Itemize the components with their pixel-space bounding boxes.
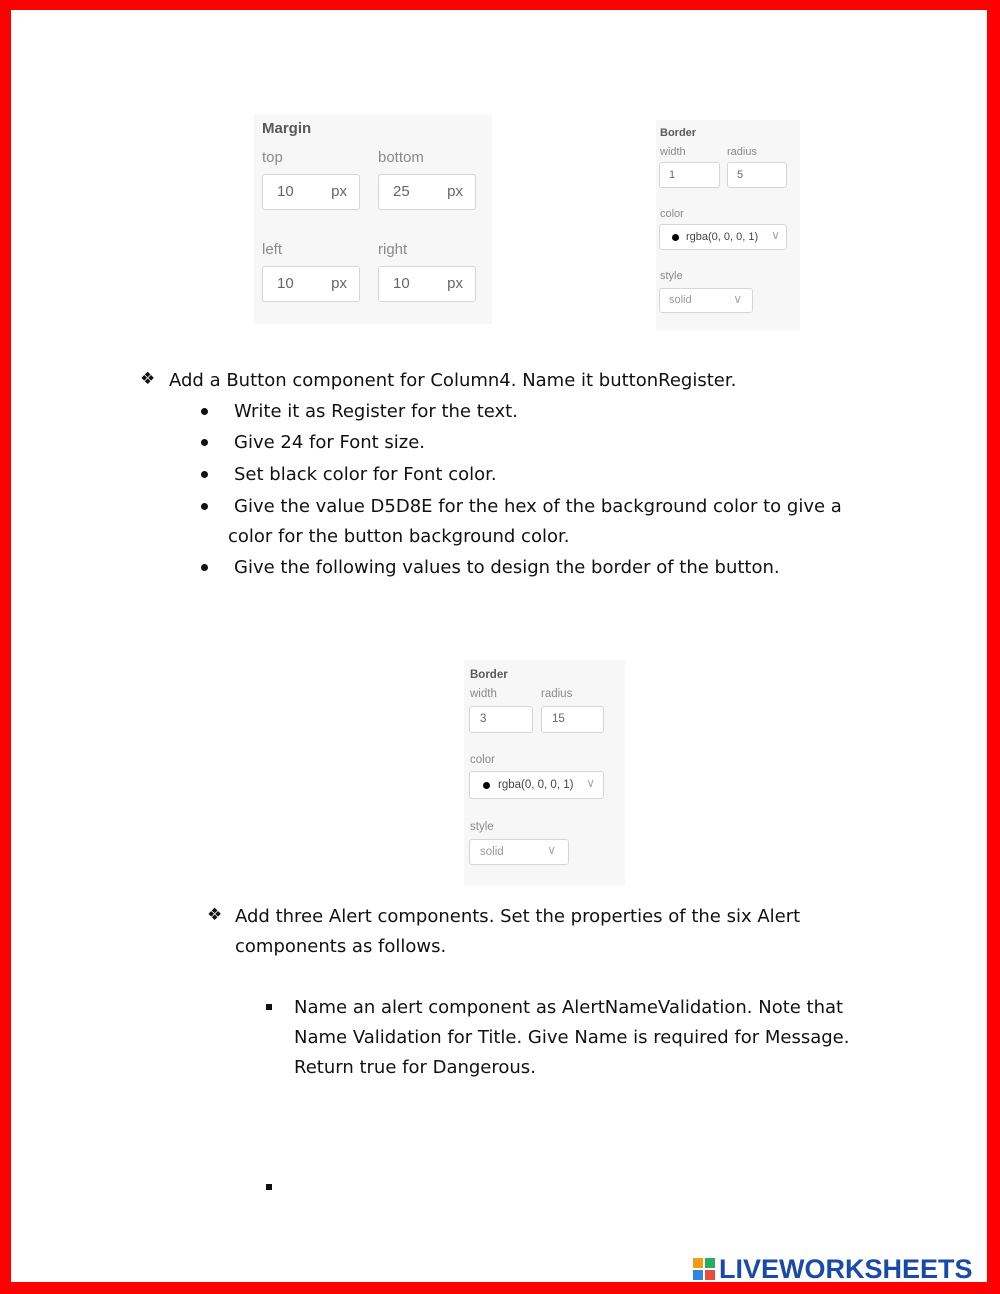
border-1-color-select[interactable] bbox=[659, 224, 787, 250]
bullet-icon bbox=[201, 439, 208, 446]
border-2-width-value: 3 bbox=[480, 713, 487, 725]
margin-left-label: left bbox=[262, 241, 283, 258]
margin-bottom-unit: px bbox=[447, 183, 463, 200]
border-1-radius-value: 5 bbox=[737, 169, 744, 181]
bullet-text: Give the value D5D8E for the hex of the background color to give a bbox=[234, 496, 842, 517]
margin-panel bbox=[254, 114, 492, 324]
bullet-text: Write it as Register for the text. bbox=[234, 401, 518, 422]
border-2-radius-input[interactable] bbox=[541, 706, 604, 733]
bullet-text: Set black color for Font color. bbox=[234, 464, 497, 485]
diamond-bullet-icon: ❖ bbox=[140, 369, 156, 389]
border-2-color-label: color bbox=[470, 754, 495, 766]
margin-top-unit: px bbox=[331, 183, 347, 200]
margin-top-value: 10 bbox=[277, 183, 294, 200]
diamond-bullet-icon: ❖ bbox=[207, 905, 223, 925]
margin-right-unit: px bbox=[447, 275, 463, 292]
margin-bottom-value: 25 bbox=[393, 183, 410, 200]
logo-mark-icon bbox=[693, 1258, 715, 1280]
border-2-color-select[interactable] bbox=[469, 771, 604, 799]
border-2-radius-value: 15 bbox=[552, 713, 565, 725]
color-swatch-icon bbox=[483, 782, 490, 789]
border-2-style-value: solid bbox=[480, 846, 504, 858]
border-1-width-input[interactable] bbox=[659, 162, 720, 188]
alert-section-heading: Add three Alert components. Set the properties of the six Alert bbox=[235, 906, 801, 927]
border-1-style-label: style bbox=[660, 270, 683, 282]
border-1-color-value: rgba(0, 0, 0, 1) bbox=[686, 231, 759, 243]
margin-left-unit: px bbox=[331, 275, 347, 292]
bullet-text: Give the following values to design the border of the button. bbox=[234, 557, 780, 578]
margin-right-value: 10 bbox=[393, 275, 410, 292]
border-2-radius-label: radius bbox=[541, 688, 573, 700]
chevron-down-icon: ∨ bbox=[733, 292, 742, 306]
border-2-title: Border bbox=[470, 669, 508, 681]
bullet-icon bbox=[201, 408, 208, 415]
alert-section-heading-continued: components as follows. bbox=[235, 936, 447, 957]
margin-right-label: right bbox=[378, 241, 408, 258]
border-2-width-label: width bbox=[470, 688, 497, 700]
bullet-text: Give 24 for Font size. bbox=[234, 432, 426, 453]
bullet-text-continued: color for the button background color. bbox=[228, 526, 570, 547]
border-1-radius-label: radius bbox=[727, 146, 757, 158]
border-2-width-input[interactable] bbox=[469, 706, 533, 733]
border-panel-1 bbox=[656, 120, 800, 330]
alert-item-text-continued: Name Validation for Title. Give Name is required for Message. bbox=[294, 1027, 850, 1048]
chevron-down-icon: ∨ bbox=[547, 843, 556, 857]
margin-right-input[interactable] bbox=[378, 266, 476, 302]
border-1-style-value: solid bbox=[669, 294, 692, 306]
margin-title: Margin bbox=[262, 120, 312, 137]
bullet-icon bbox=[201, 564, 208, 571]
border-2-style-label: style bbox=[470, 821, 494, 833]
bullet-icon bbox=[201, 471, 208, 478]
border-1-color-label: color bbox=[660, 208, 684, 220]
margin-left-value: 10 bbox=[277, 275, 294, 292]
margin-left-input[interactable] bbox=[262, 266, 360, 302]
bullet-icon bbox=[201, 503, 208, 510]
border-1-style-select[interactable] bbox=[659, 288, 753, 313]
alert-item-text-continued: Return true for Dangerous. bbox=[294, 1057, 536, 1078]
margin-bottom-label: bottom bbox=[378, 149, 424, 166]
square-bullet-icon bbox=[266, 1184, 272, 1190]
logo-text: LIVEWORKSHEETS bbox=[719, 1254, 973, 1284]
border-1-title: Border bbox=[660, 127, 697, 139]
button-section-heading: Add a Button component for Column4. Name it buttonRegister. bbox=[169, 370, 737, 391]
margin-top-input[interactable] bbox=[262, 174, 360, 210]
border-panel-2 bbox=[464, 660, 625, 886]
chevron-down-icon: ∨ bbox=[586, 776, 595, 790]
alert-item-text: Name an alert component as AlertNameValidation. Note that bbox=[294, 997, 844, 1018]
border-2-style-select[interactable] bbox=[469, 839, 569, 865]
chevron-down-icon: ∨ bbox=[771, 228, 780, 242]
color-swatch-icon bbox=[672, 234, 679, 241]
margin-top-label: top bbox=[262, 149, 283, 166]
margin-bottom-input[interactable] bbox=[378, 174, 476, 210]
border-2-color-value: rgba(0, 0, 0, 1) bbox=[498, 779, 574, 791]
square-bullet-icon bbox=[266, 1004, 272, 1010]
border-1-width-value: 1 bbox=[669, 169, 676, 181]
border-1-width-label: width bbox=[660, 146, 686, 158]
border-1-radius-input[interactable] bbox=[727, 162, 787, 188]
